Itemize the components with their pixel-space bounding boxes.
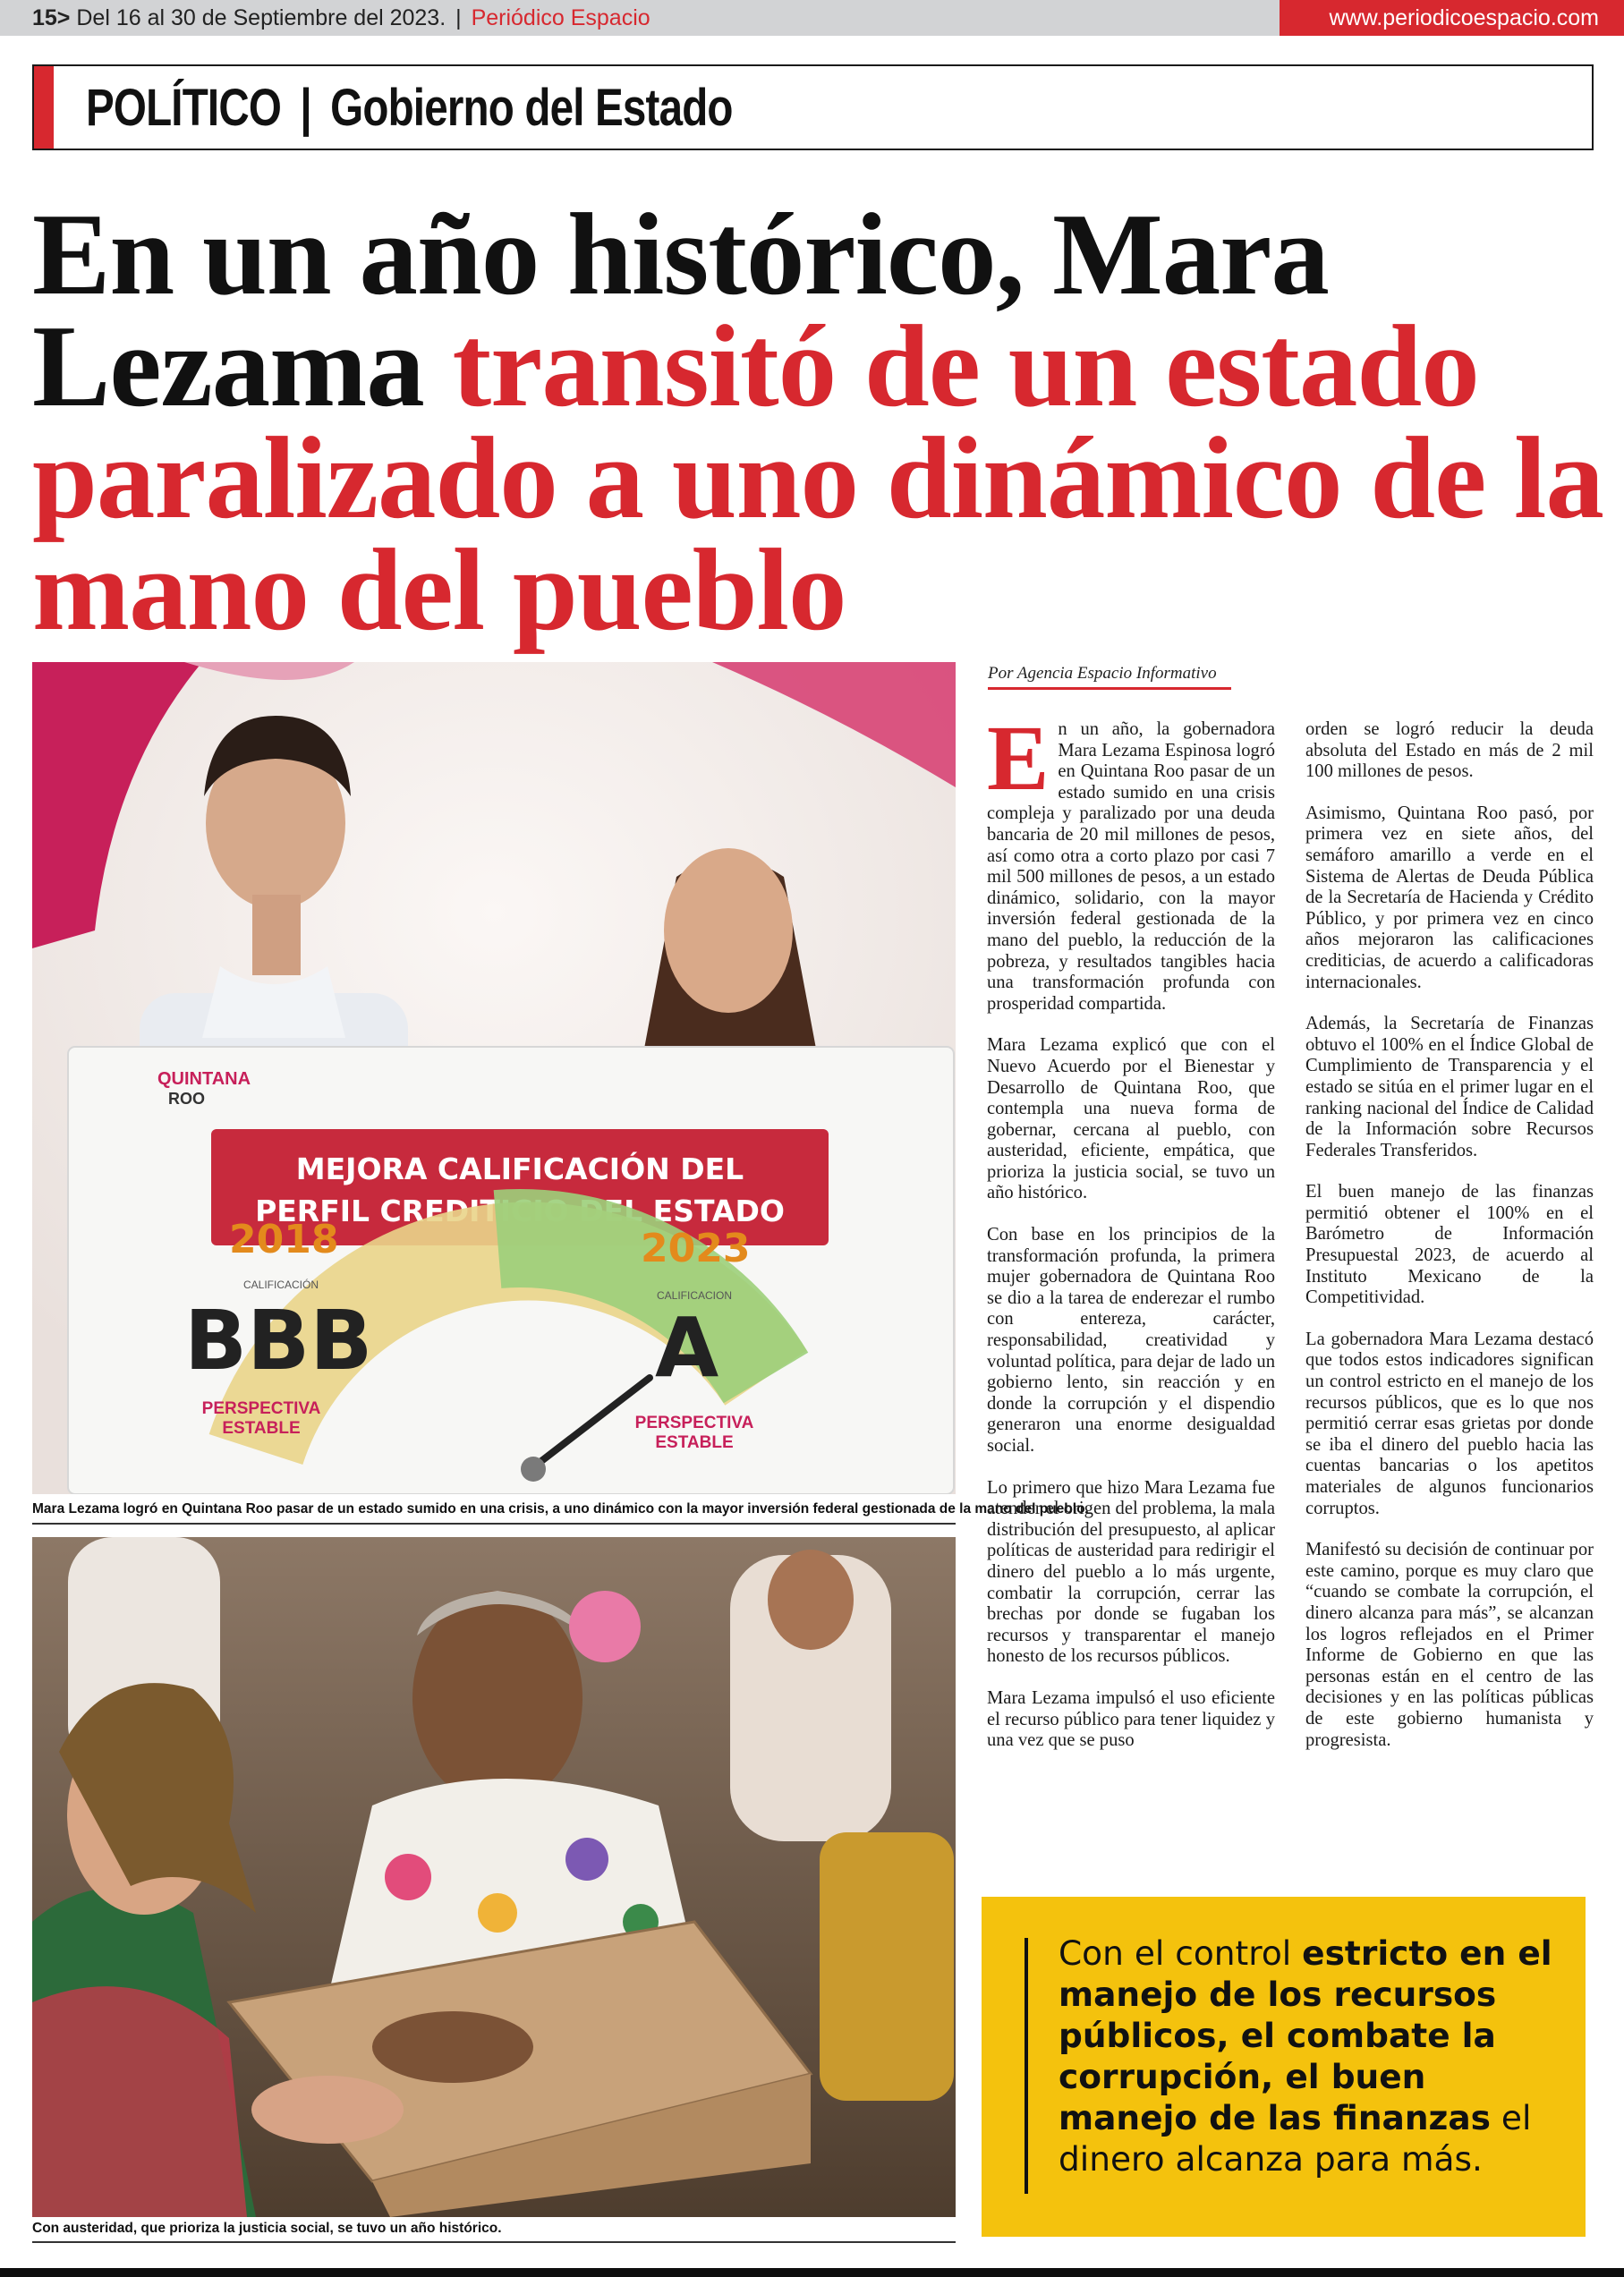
article-paragraph: Con base en los principios de la transformación profunda, la primera mujer gobernadora de Quintana Roo se dio a la tarea de enderezar el rumbo con entereza, carácter, responsabilidad, creatividad y voluntad política, para dejar de lado un gobierno lento, sin reacción y en donde la corrupción y el dispendio generaron una enorme desigualdad social. bbox=[987, 1225, 1275, 1456]
article-paragraph: El buen manejo de las finanzas permitió obtener el 100% en el Barómetro de Información Presupuestal 2023, de acuerdo al Instituto Mexicano de la Competitividad. bbox=[1305, 1182, 1594, 1308]
bottom-rule bbox=[0, 2268, 1624, 2277]
issue-date: Del 16 al 30 de Septiembre del 2023. bbox=[76, 5, 446, 30]
sign-outlook-left2: ESTABLE bbox=[222, 1419, 301, 1438]
sign-label-left: CALIFICACIÓN bbox=[243, 1279, 319, 1291]
sign-year-2023: 2023 bbox=[641, 1226, 751, 1271]
photo2-illustration bbox=[32, 1537, 956, 2217]
article-column-1 bbox=[987, 707, 1275, 1772]
photo1-caption: Mara Lezama logró en Quintana Roo pasar de un estado sumido en una crisis, a uno dinámico con la mayor inversión federal gestionada de la mano del pueblo. bbox=[32, 1501, 1089, 1517]
article-column-2 bbox=[1305, 719, 1594, 1771]
sign-outlook-right2: ESTABLE bbox=[655, 1433, 734, 1452]
byline: Por Agencia Espacio Informativo bbox=[988, 664, 1217, 683]
issue-separator: | bbox=[455, 5, 462, 30]
article-paragraph: Además, la Secretaría de Finanzas obtuvo el 100% en el Índice Global de Cumplimiento de Transparencia y el estado se sitúa en el primer lugar en el ranking nacional del Índice de Calidad de la Información sobre Recursos Federales Transferidos. bbox=[1305, 1014, 1594, 1160]
section-divider: | bbox=[300, 78, 311, 137]
sign-outlook-left1: PERSPECTIVA bbox=[201, 1399, 321, 1418]
article-paragraph: Asimismo, Quintana Roo pasó, por primera vez en siete años, del semáforo amarillo a verde en el Sistema de Alertas de Deuda Pública de la Secretaría de Hacienda y Crédito Público, y por primera vez en cinco años mejoraron las calificaciones crediticias, de acuerdo a calificadoras internacionales. bbox=[1305, 803, 1594, 992]
caption2-rule bbox=[32, 2241, 956, 2243]
section-title bbox=[86, 66, 733, 149]
sign-title-line2: PERFIL CREDITICIO DEL ESTADO bbox=[255, 1194, 785, 1228]
top-strip bbox=[0, 0, 1624, 36]
pull-quote-text: Con el control estricto en el manejo de los recursos públicos, el combate la corrupción, el buen manejo de las finanzas el dinero alcanza para más. bbox=[1059, 1933, 1552, 2179]
sign-title-line1: MEJORA CALIFICACIÓN DEL bbox=[295, 1151, 744, 1186]
article-paragraph: Mara Lezama impulsó el uso eficiente el recurso público para tener liquidez y una vez que se puso bbox=[987, 1687, 1275, 1751]
sign-rating-a: A bbox=[655, 1300, 719, 1396]
headline bbox=[32, 190, 1607, 655]
drop-cap: E bbox=[987, 707, 1050, 810]
headline-black: En un año histórico, Mara Lezama bbox=[32, 190, 1329, 431]
photo-governor-with-elder-woman bbox=[32, 1537, 956, 2217]
website-url[interactable]: www.periodicoespacio.com bbox=[1280, 0, 1624, 36]
article-paragraph: En un año, la gobernadora Mara Lezama Espinosa logró en Quintana Roo pasar de un estado sumido en una crisis compleja y paralizado por una deuda bancaria de 20 mil millones de pesos, así como otra a corto plazo por casi 7 mil 500 millones de pesos, a un estado dinámico, solidario, con la mayor inversión federal gestionada de la mano del pueblo, la reducción de la pobreza, y resultados tangibles hacia una transformación profunda con prosperidad compartida. bbox=[987, 707, 1275, 1014]
sign-brand-line1: QUINTANA bbox=[157, 1069, 251, 1089]
section-category: POLÍTICO bbox=[86, 78, 282, 137]
headline-red: transitó de un estado paralizado a uno dinámico de la mano del pueblo bbox=[32, 302, 1603, 655]
publication-name: Periódico Espacio bbox=[471, 5, 650, 30]
article-paragraph: Manifestó su decisión de continuar por este camino, porque es muy claro que “cuando se combate la corrupción, el dinero alcanza para más”, se alcanzan los logros reflejados en el Primer Informe de Gobierno en que las personas están en el centro de las decisiones y en las políticas públicas de este gobierno humanista y progresista. bbox=[1305, 1540, 1594, 1750]
photo2-caption: Con austeridad, que prioriza la justicia social, se tuvo un año histórico. bbox=[32, 2221, 502, 2236]
photo1-illustration bbox=[32, 662, 956, 1494]
page-number: 15> bbox=[32, 5, 71, 30]
sign-label-right: CALIFICACION bbox=[657, 1289, 733, 1302]
pull-quote-bar bbox=[1025, 1938, 1028, 2194]
section-accent-bar bbox=[34, 66, 54, 149]
article-paragraph: La gobernadora Mara Lezama destacó que todos estos indicadores significan un control estricto en el manejo de los recursos públicos, que es lo que nos permitió cerrar esas grietas por donde se iba el dinero del pueblo hacia las cuentas bancarias o los apetitos materiales de algunos funcionarios corruptos. bbox=[1305, 1329, 1594, 1518]
pull-quote-emphasis: estricto en el manejo de los recursos públicos, el combate la corrupción, el buen manejo de las finanzas bbox=[1059, 1933, 1552, 2137]
article-paragraph: Mara Lezama explicó que con el Nuevo Acuerdo por el Bienestar y Desarrollo de Quintana Roo, que contempla una nueva forma de gobernar, cercana al pueblo, con austeridad, eficiente, empática, que prioriza la justicia social, se tuvo un año histórico. bbox=[987, 1035, 1275, 1203]
article-paragraph: Lo primero que hizo Mara Lezama fue atender el origen del problema, la mala distribución del presupuesto, al aplicar políticas de austeridad para redirigir el dinero del pueblo a lo más urgente, combatir la corrupción, cerrar las brechas por donde se fugaban los recursos y transparentar el manejo honesto de los recursos públicos. bbox=[987, 1477, 1275, 1667]
section-subcategory: Gobierno del Estado bbox=[330, 78, 733, 137]
issue-info bbox=[32, 5, 650, 31]
pull-quote-box bbox=[982, 1897, 1586, 2237]
article-paragraph: orden se logró reducir la deuda absoluta del Estado en más de 2 mil 100 millones de pesos. bbox=[1305, 719, 1594, 782]
sign-brand-line2: ROO bbox=[168, 1090, 206, 1108]
sign-year-2018: 2018 bbox=[229, 1217, 339, 1262]
byline-rule bbox=[988, 687, 1231, 690]
sign-rating-bbb: BBB bbox=[184, 1293, 373, 1389]
caption1-rule bbox=[32, 1523, 956, 1525]
sign-outlook-right1: PERSPECTIVA bbox=[634, 1414, 754, 1432]
section-header bbox=[32, 64, 1594, 150]
photo-governor-credit-sign bbox=[32, 662, 956, 1494]
